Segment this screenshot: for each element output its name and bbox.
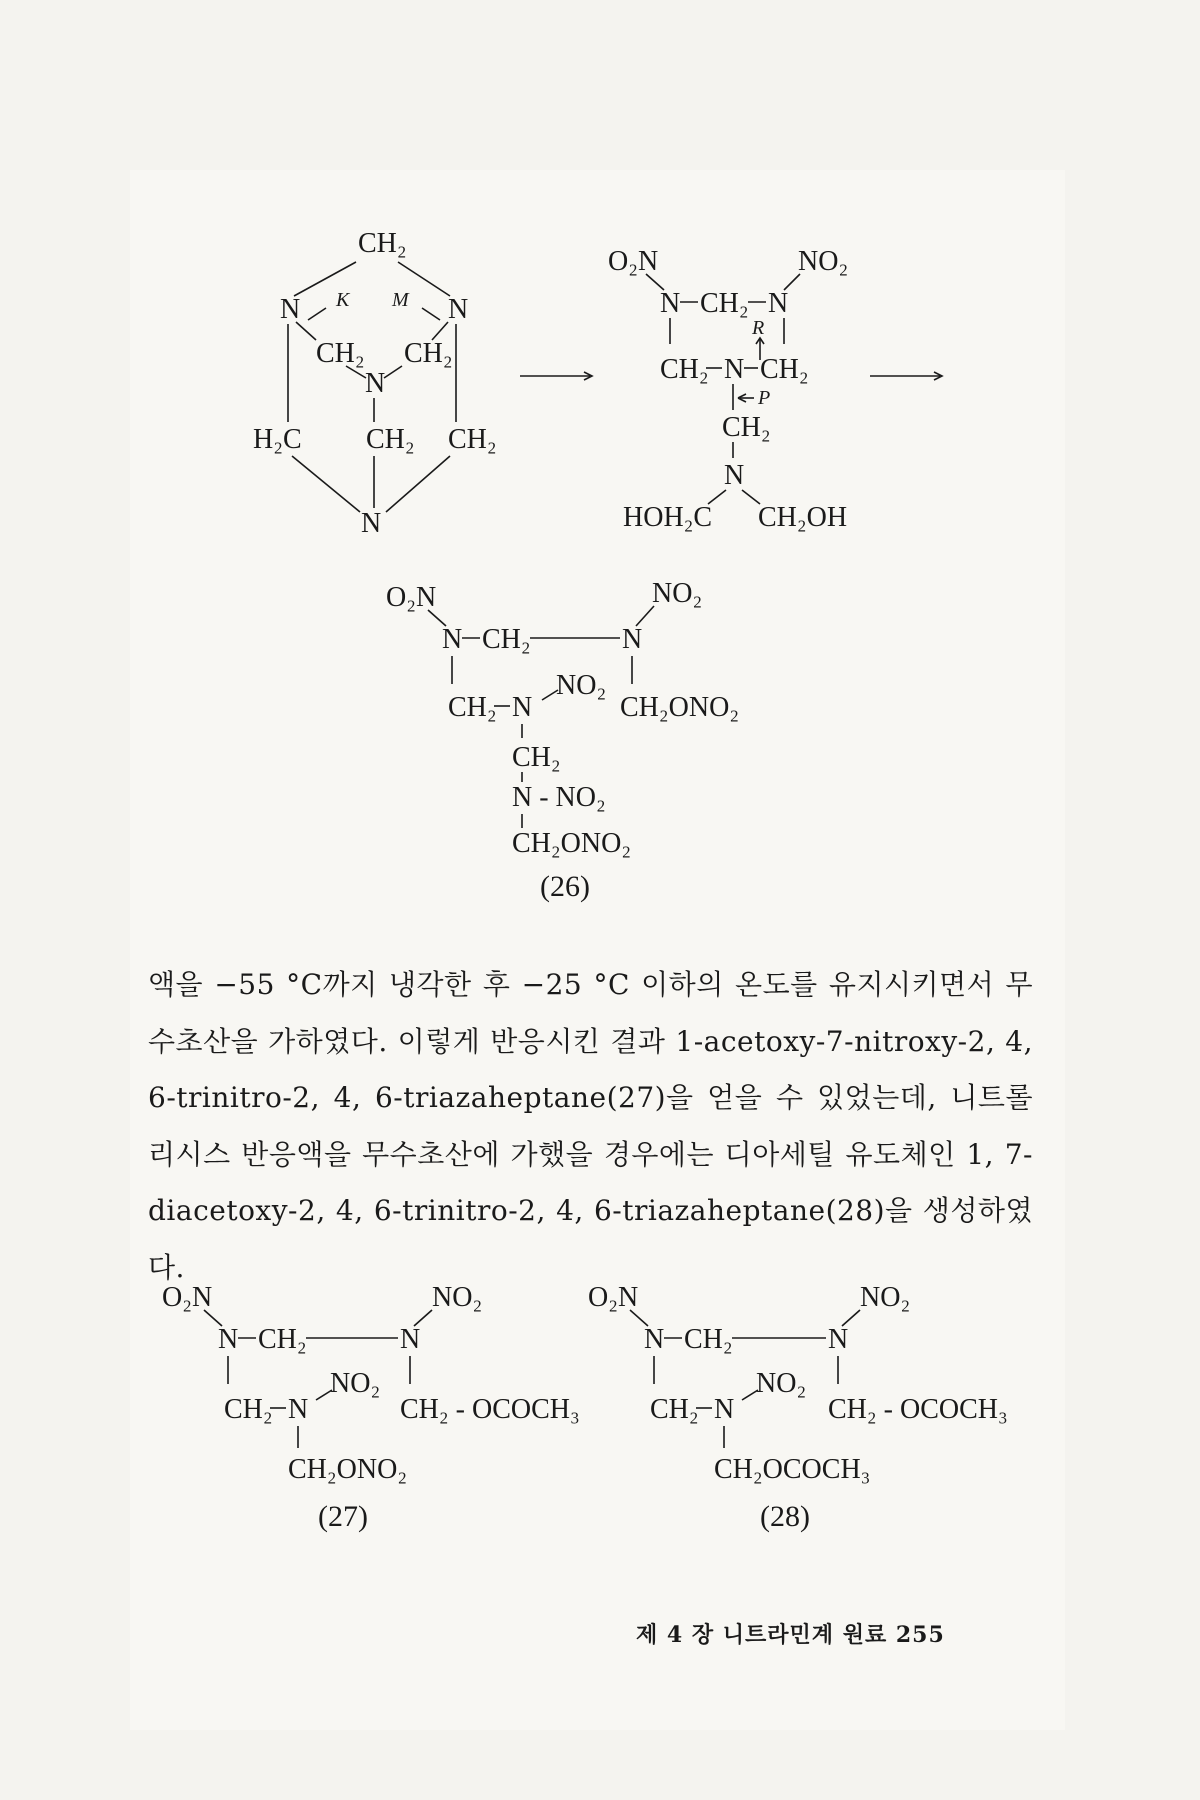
c28-ch2-top: CH₂ [684, 1324, 733, 1355]
intermediate-ch2-left: CH₂ [660, 354, 709, 385]
intermediate-ch2-right: CH₂ [760, 354, 809, 385]
c27-n-right: N [400, 1324, 421, 1355]
hexamine-n-right: N [448, 294, 469, 325]
reaction-arrow-1 [520, 372, 592, 380]
c26-n-right: N [622, 624, 643, 655]
compound-28-structure [588, 1282, 1008, 1485]
c27-no2-mid: NO₂ [330, 1368, 381, 1399]
c28-ch2-left: CH₂ [650, 1394, 699, 1425]
compound-28-label: (28) [760, 1500, 810, 1533]
body-text [148, 957, 1033, 1296]
c26-n-mid: N [512, 692, 533, 723]
c26-ch2ono2-bottom: CH₂ONO₂ [512, 828, 632, 859]
c28-n-right: N [828, 1324, 849, 1355]
hexamine-ch2-right: CH₂ [448, 424, 497, 455]
hexamine-h2c: H₂C [253, 424, 302, 455]
body-paragraph: 액을 −55 °C까지 냉각한 후 −25 °C 이하의 온도를 유지시키면서 무수초산을 가하였다. 이렇게 반응시킨 결과 1-acetoxy-7-nitroxy-2, 4, 6-trinitro-2, 4, 6-triazaheptane(27)을 얻을 수 있었는데, 니트롤리시스 반응액을 무수초산에 가했을 경우에는 디아세틸 유도체인 1, 7-diacetoxy-2, 4, 6-trinitro-2, 4, 6-triazaheptane(28)을 생성하였다. [148, 968, 1033, 1284]
hexamine-n-bottom: N [361, 508, 382, 539]
c27-right-sub: CH₂ - OCOCH₃ [400, 1394, 580, 1425]
c27-o2n: O₂N [162, 1282, 213, 1313]
running-head: 제 4 장 니트라민계 원료 255 [636, 1622, 945, 1648]
compound-26-structure [386, 578, 739, 859]
c27-bottom-sub: CH₂ONO₂ [288, 1454, 408, 1485]
intermediate-ch2-chain: CH₂ [722, 412, 771, 443]
c27-ch2-top: CH₂ [258, 1324, 307, 1355]
intermediate-n-mid: N [724, 354, 745, 385]
c27-n-left: N [218, 1324, 239, 1355]
c26-ch2-top: CH₂ [482, 624, 531, 655]
c28-right-sub: CH₂ - OCOCH₃ [828, 1394, 1008, 1425]
intermediate-o2n: O₂N [608, 246, 659, 277]
intermediate-n-chain: N [724, 460, 745, 491]
compound-27-structure [162, 1282, 580, 1485]
c26-no2-top: NO₂ [652, 578, 703, 609]
c28-o2n: O₂N [588, 1282, 639, 1313]
compound-27-label: (27) [318, 1500, 368, 1533]
hexamine-n-center: N [365, 368, 386, 399]
hexamine-n-left: N [280, 294, 301, 325]
c28-n-left: N [644, 1324, 665, 1355]
hexamine-ch2-inner-right: CH₂ [404, 338, 453, 369]
c26-ch2ono2-right: CH₂ONO₂ [620, 692, 740, 723]
hexamine-ch2-top: CH₂ [358, 228, 407, 259]
c28-bottom-sub: CH₂OCOCH₃ [714, 1454, 871, 1485]
c26-o2n: O₂N [386, 582, 437, 613]
intermediate-n-right: N [768, 288, 789, 319]
c26-no2-mid: NO₂ [556, 670, 607, 701]
hexamine-m: M [392, 289, 409, 311]
c28-no2-top: NO₂ [860, 1282, 911, 1313]
c28-n-mid: N [714, 1394, 735, 1425]
c26-n-left: N [442, 624, 463, 655]
hexamine-ch2-mid: CH₂ [366, 424, 415, 455]
intermediate-hoh2c: HOH₂C [623, 502, 713, 533]
hexamine-ch2-inner-left: CH₂ [316, 338, 365, 369]
intermediate-n-left: N [660, 288, 681, 319]
intermediate-structure [608, 246, 848, 533]
c26-ch2-chain: CH₂ [512, 742, 561, 773]
compound-26-label: (26) [540, 870, 590, 903]
c27-n-mid: N [288, 1394, 309, 1425]
intermediate-p: P [758, 387, 771, 409]
intermediate-ch2-top: CH₂ [700, 288, 749, 319]
c26-ch2-left: CH₂ [448, 692, 497, 723]
c28-no2-mid: NO₂ [756, 1368, 807, 1399]
c26-n-no2: N - NO₂ [512, 782, 606, 813]
c27-no2-top: NO₂ [432, 1282, 483, 1313]
reaction-arrow-2 [870, 372, 942, 380]
c27-ch2-left: CH₂ [224, 1394, 273, 1425]
hexamine-structure [253, 228, 497, 539]
intermediate-no2: NO₂ [798, 246, 849, 277]
hexamine-k: K [336, 289, 350, 311]
intermediate-ch2oh: CH₂OH [758, 502, 848, 533]
intermediate-r: R [752, 317, 765, 339]
